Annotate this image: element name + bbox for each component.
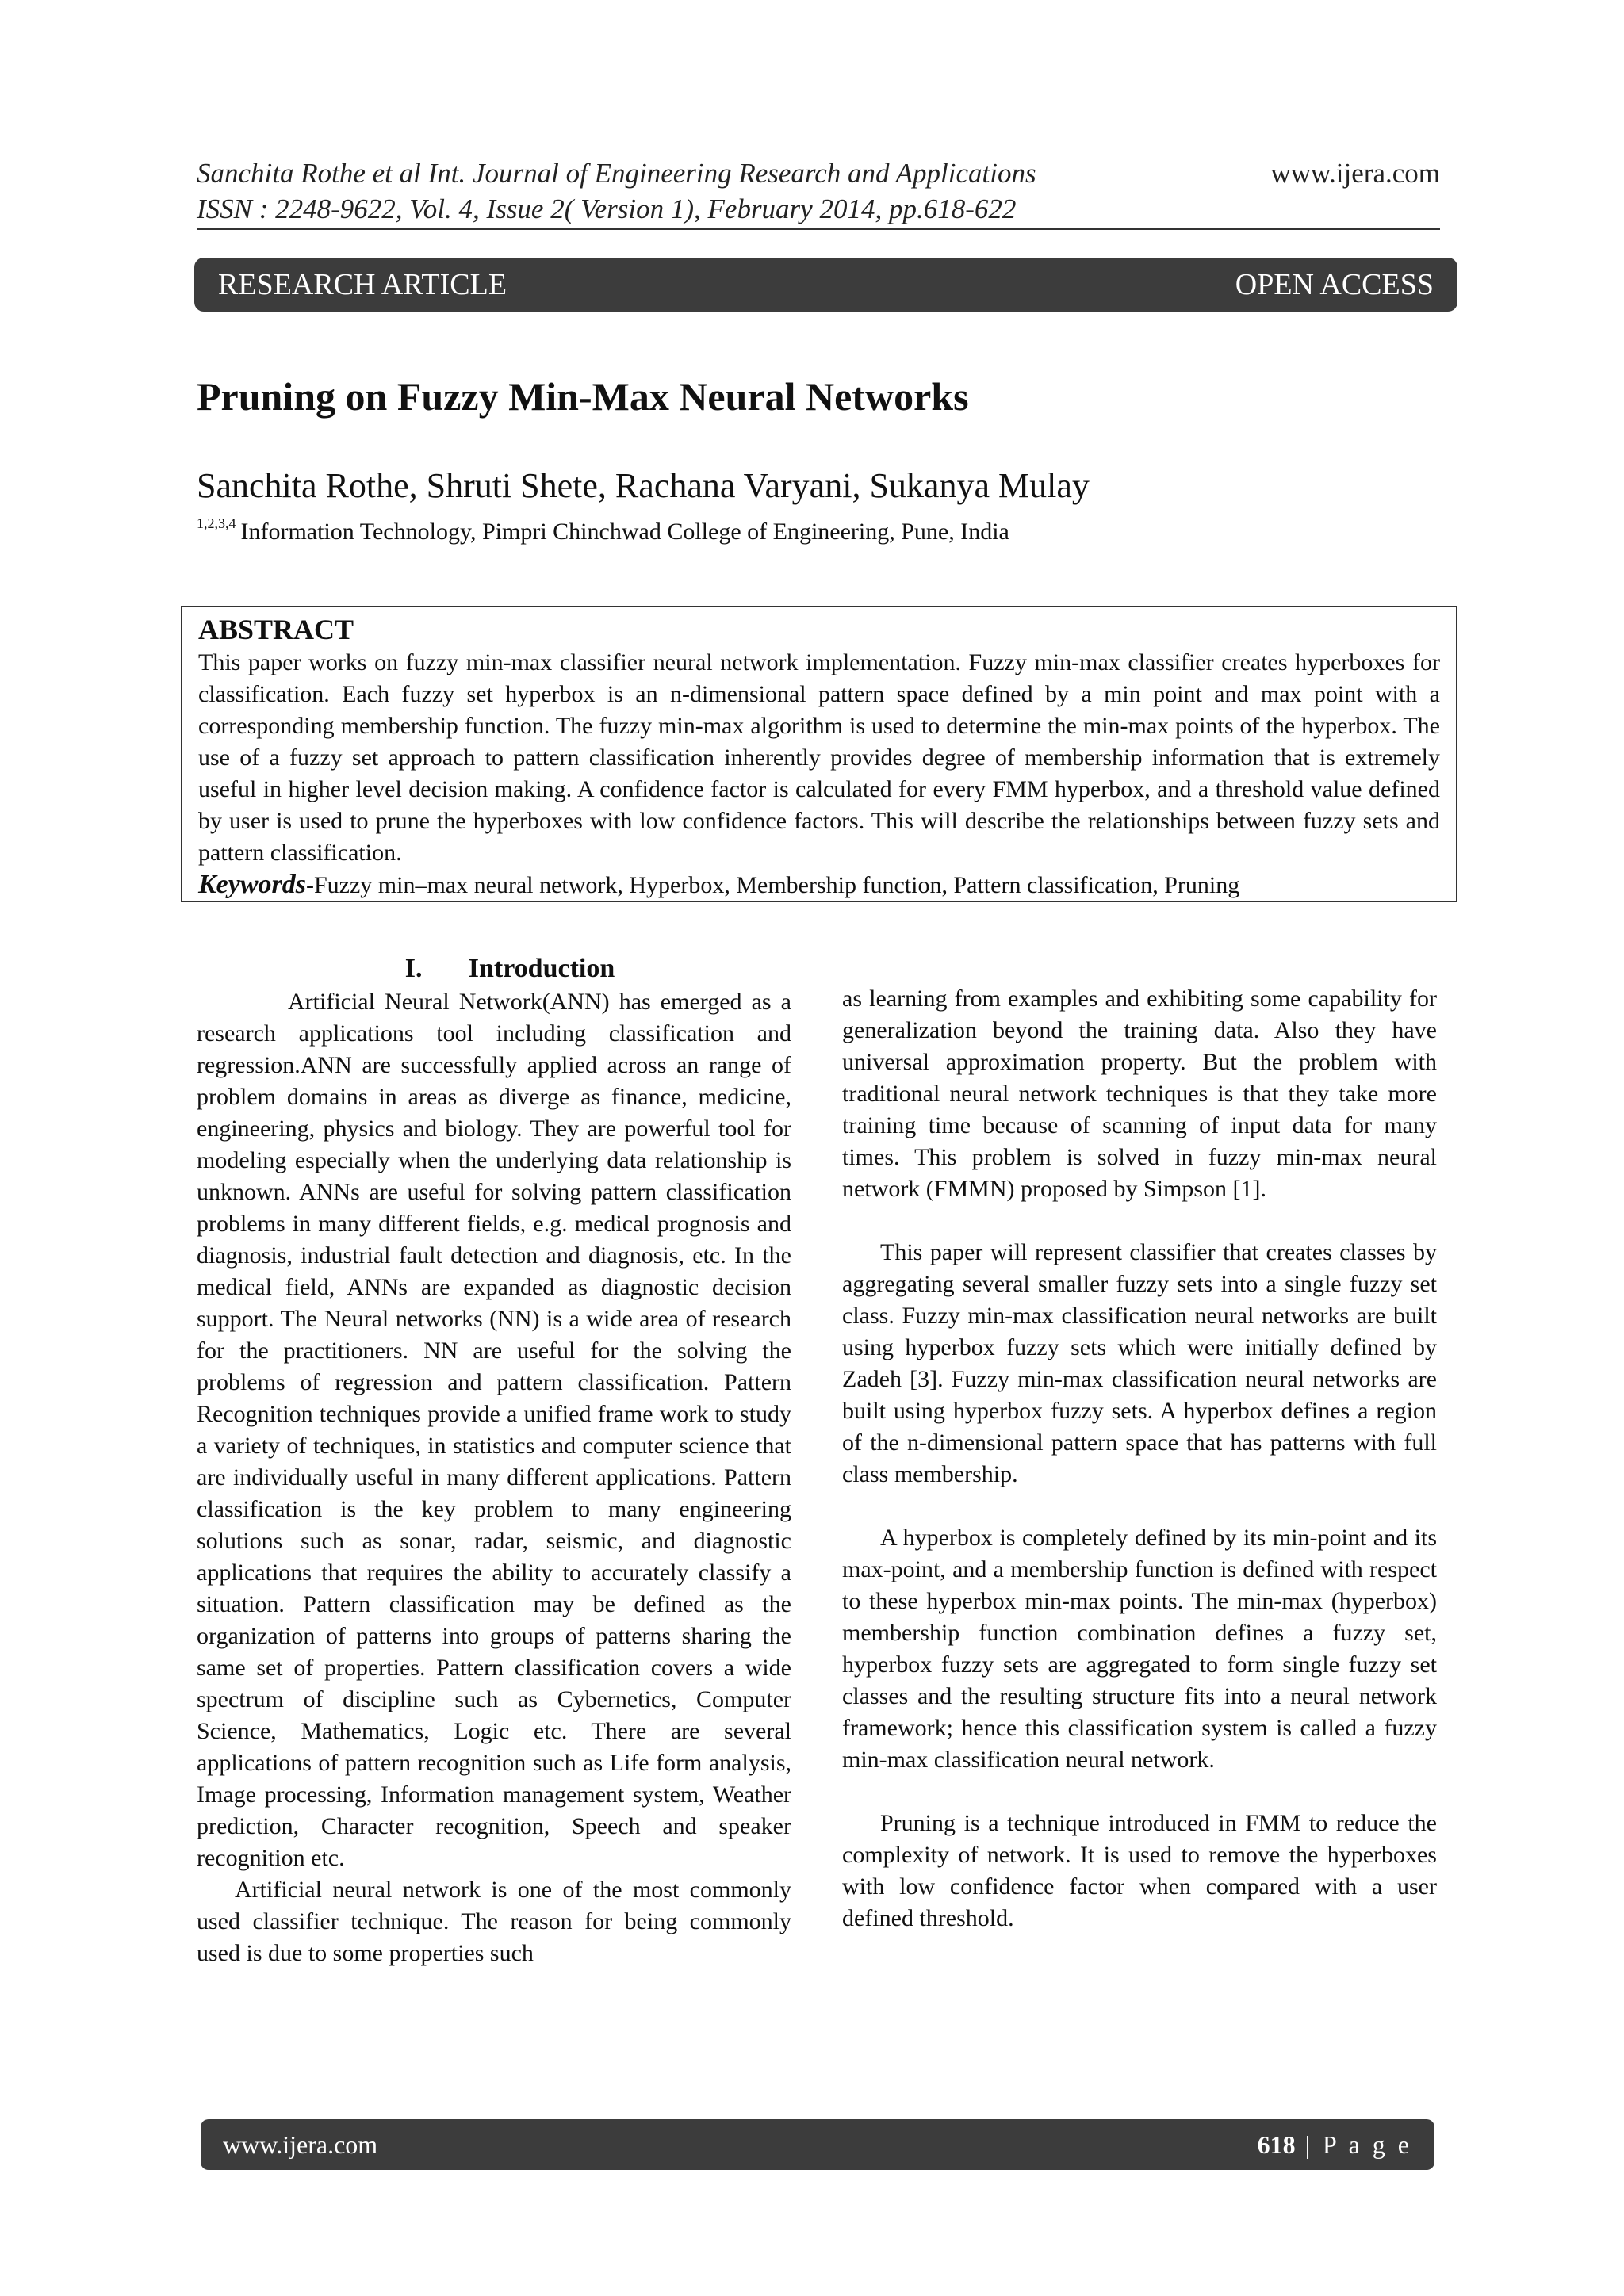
paper-title: Pruning on Fuzzy Min-Max Neural Networks — [197, 374, 969, 419]
right-paragraph-3: A hyperbox is completely defined by its min-point and its max-point, and a membership function is defined with respect to these hyperbox min-max points. The min-max (hyperbox) membership function combination defines a fuzzy set, hyperbox fuzzy sets are aggregated to form single fuzzy set classes and the resulting structure fits into a neural network framework; hence this classification system is called a fuzzy min-max classification neural network. — [842, 1525, 1437, 1773]
footer-site-link[interactable]: www.ijera.com — [223, 2130, 378, 2159]
section-number: I. — [404, 954, 423, 983]
header-site-link[interactable]: www.ijera.com — [1270, 158, 1440, 189]
right-paragraph-4: Pruning is a technique introduced in FMM to reduce the complexity of network. It is used to remove the hyperboxes with low confidence factor when compared with a user defined threshold. — [842, 1810, 1437, 1931]
issn-line: ISSN : 2248-9622, Vol. 4, Issue 2( Version 1), February 2014, pp.618-622 — [197, 193, 1017, 224]
keywords-text: -Fuzzy min–max neural network, Hyperbox, Membership function, Pattern classification, Pruning — [306, 872, 1240, 898]
page-footer — [201, 2119, 1434, 2170]
abstract-heading: ABSTRACT — [198, 614, 354, 645]
right-paragraph-2: This paper will represent classifier that creates classes by aggregating several smaller fuzzy sets into a single fuzzy set class. Fuzzy min-max classification neural networks are built using hyperbox fuzzy sets which were initially defined by Zadeh [3]. Fuzzy min-max classification neural networks are built using hyperbox fuzzy sets. A hyperbox defines a region of the n-dimensional pattern space that has patterns with full class membership. — [842, 1239, 1437, 1487]
open-access-label: OPEN ACCESS — [1235, 268, 1434, 301]
abstract-text: This paper works on fuzzy min-max classifier neural network implementation. Fuzzy min-max classifier creates hyperboxes for classification. Each fuzzy set hyperbox is an n-dimensional pattern space defined by a min point and max point with a corresponding membership function. The fuzzy min-max algorithm is used to determine the min-max points of the hyperbox. The use of a fuzzy set approach to pattern classification inherently provides degree of membership information that is extremely useful in higher level decision making. A confidence factor is calculated for every FMM hyperbox, and a threshold value defined by user is used to prune the hyperboxes with low confidence factors. This will describe the relationships between fuzzy sets and pattern classification. — [198, 649, 1440, 866]
author-list: Sanchita Rothe, Shruti Shete, Rachana Varyani, Sukanya Mulay — [197, 466, 1090, 505]
page-label: | P a g e — [1304, 2130, 1412, 2159]
page-number — [1258, 2119, 1412, 2170]
keywords-line — [198, 869, 1440, 901]
abstract-box — [181, 606, 1457, 902]
affiliation-text: Information Technology, Pimpri Chinchwad College of Engineering, Pune, India — [240, 519, 1009, 545]
left-column — [197, 951, 791, 1969]
affiliation — [197, 507, 1009, 548]
section-title: Introduction — [468, 954, 615, 983]
intro-paragraph-1: Artificial Neural Network(ANN) has emerged as a research applications tool including classification and regression.ANN are successfully applied across an range of problem domains in areas as diverge as finance, medicine, engineering, physics and biology. They are powerful tool for modeling especially when the underlying data relationship is unknown. ANNs are useful for solving pattern classification problems in many different fields, e.g. medical prognosis and diagnosis, industrial fault detection and diagnosis, etc. In the medical field, ANNs are expanded as diagnostic decision support. The Neural networks (NN) is a wide area of research for the practitioners. NN are useful for the solving the problems of regression and pattern classification. Pattern Recognition techniques provide a unified frame work to study a variety of techniques, in statistics and computer science that are individually useful in many different applications. Pattern classification is the key problem to many engineering solutions such as sonar, radar, seismic, and diagnostic applications that requires the ability to accurately classify a situation. Pattern classification may be defined as the organization of patterns into groups of patterns sharing the same set of properties. Pattern classification covers a wide spectrum of discipline such as Cybernetics, Computer Science, Mathematics, Logic etc. There are several applications of pattern recognition such as Life form analysis, Image processing, Information management system, Weather prediction, Character recognition, Speech and speaker recognition etc. — [197, 989, 791, 1871]
section-heading — [197, 951, 791, 986]
affiliation-superscript: 1,2,3,4 — [197, 515, 236, 531]
right-paragraph-1: as learning from examples and exhibiting some capability for generalization beyond the training data. Also they have universal approximation property. But the problem with traditional neural network techniques is that they take more training time because of scanning of input data for many times. This problem is solved in fuzzy min-max neural network (FMMN) proposed by Simpson [1]. — [842, 985, 1437, 1202]
running-header — [197, 155, 1440, 227]
journal-line: Sanchita Rothe et al Int. Journal of Engineering Research and Applications — [197, 158, 1036, 189]
keywords-label: Keywords — [198, 870, 306, 899]
article-type-banner — [194, 258, 1457, 312]
research-article-label: RESEARCH ARTICLE — [218, 268, 508, 301]
intro-paragraph-2: Artificial neural network is one of the most commonly used classifier technique. The reason for being commonly used is due to some properties such — [197, 1877, 791, 1966]
right-column — [842, 983, 1437, 1934]
page-number-value: 618 — [1257, 2130, 1296, 2159]
header-rule — [197, 228, 1440, 230]
